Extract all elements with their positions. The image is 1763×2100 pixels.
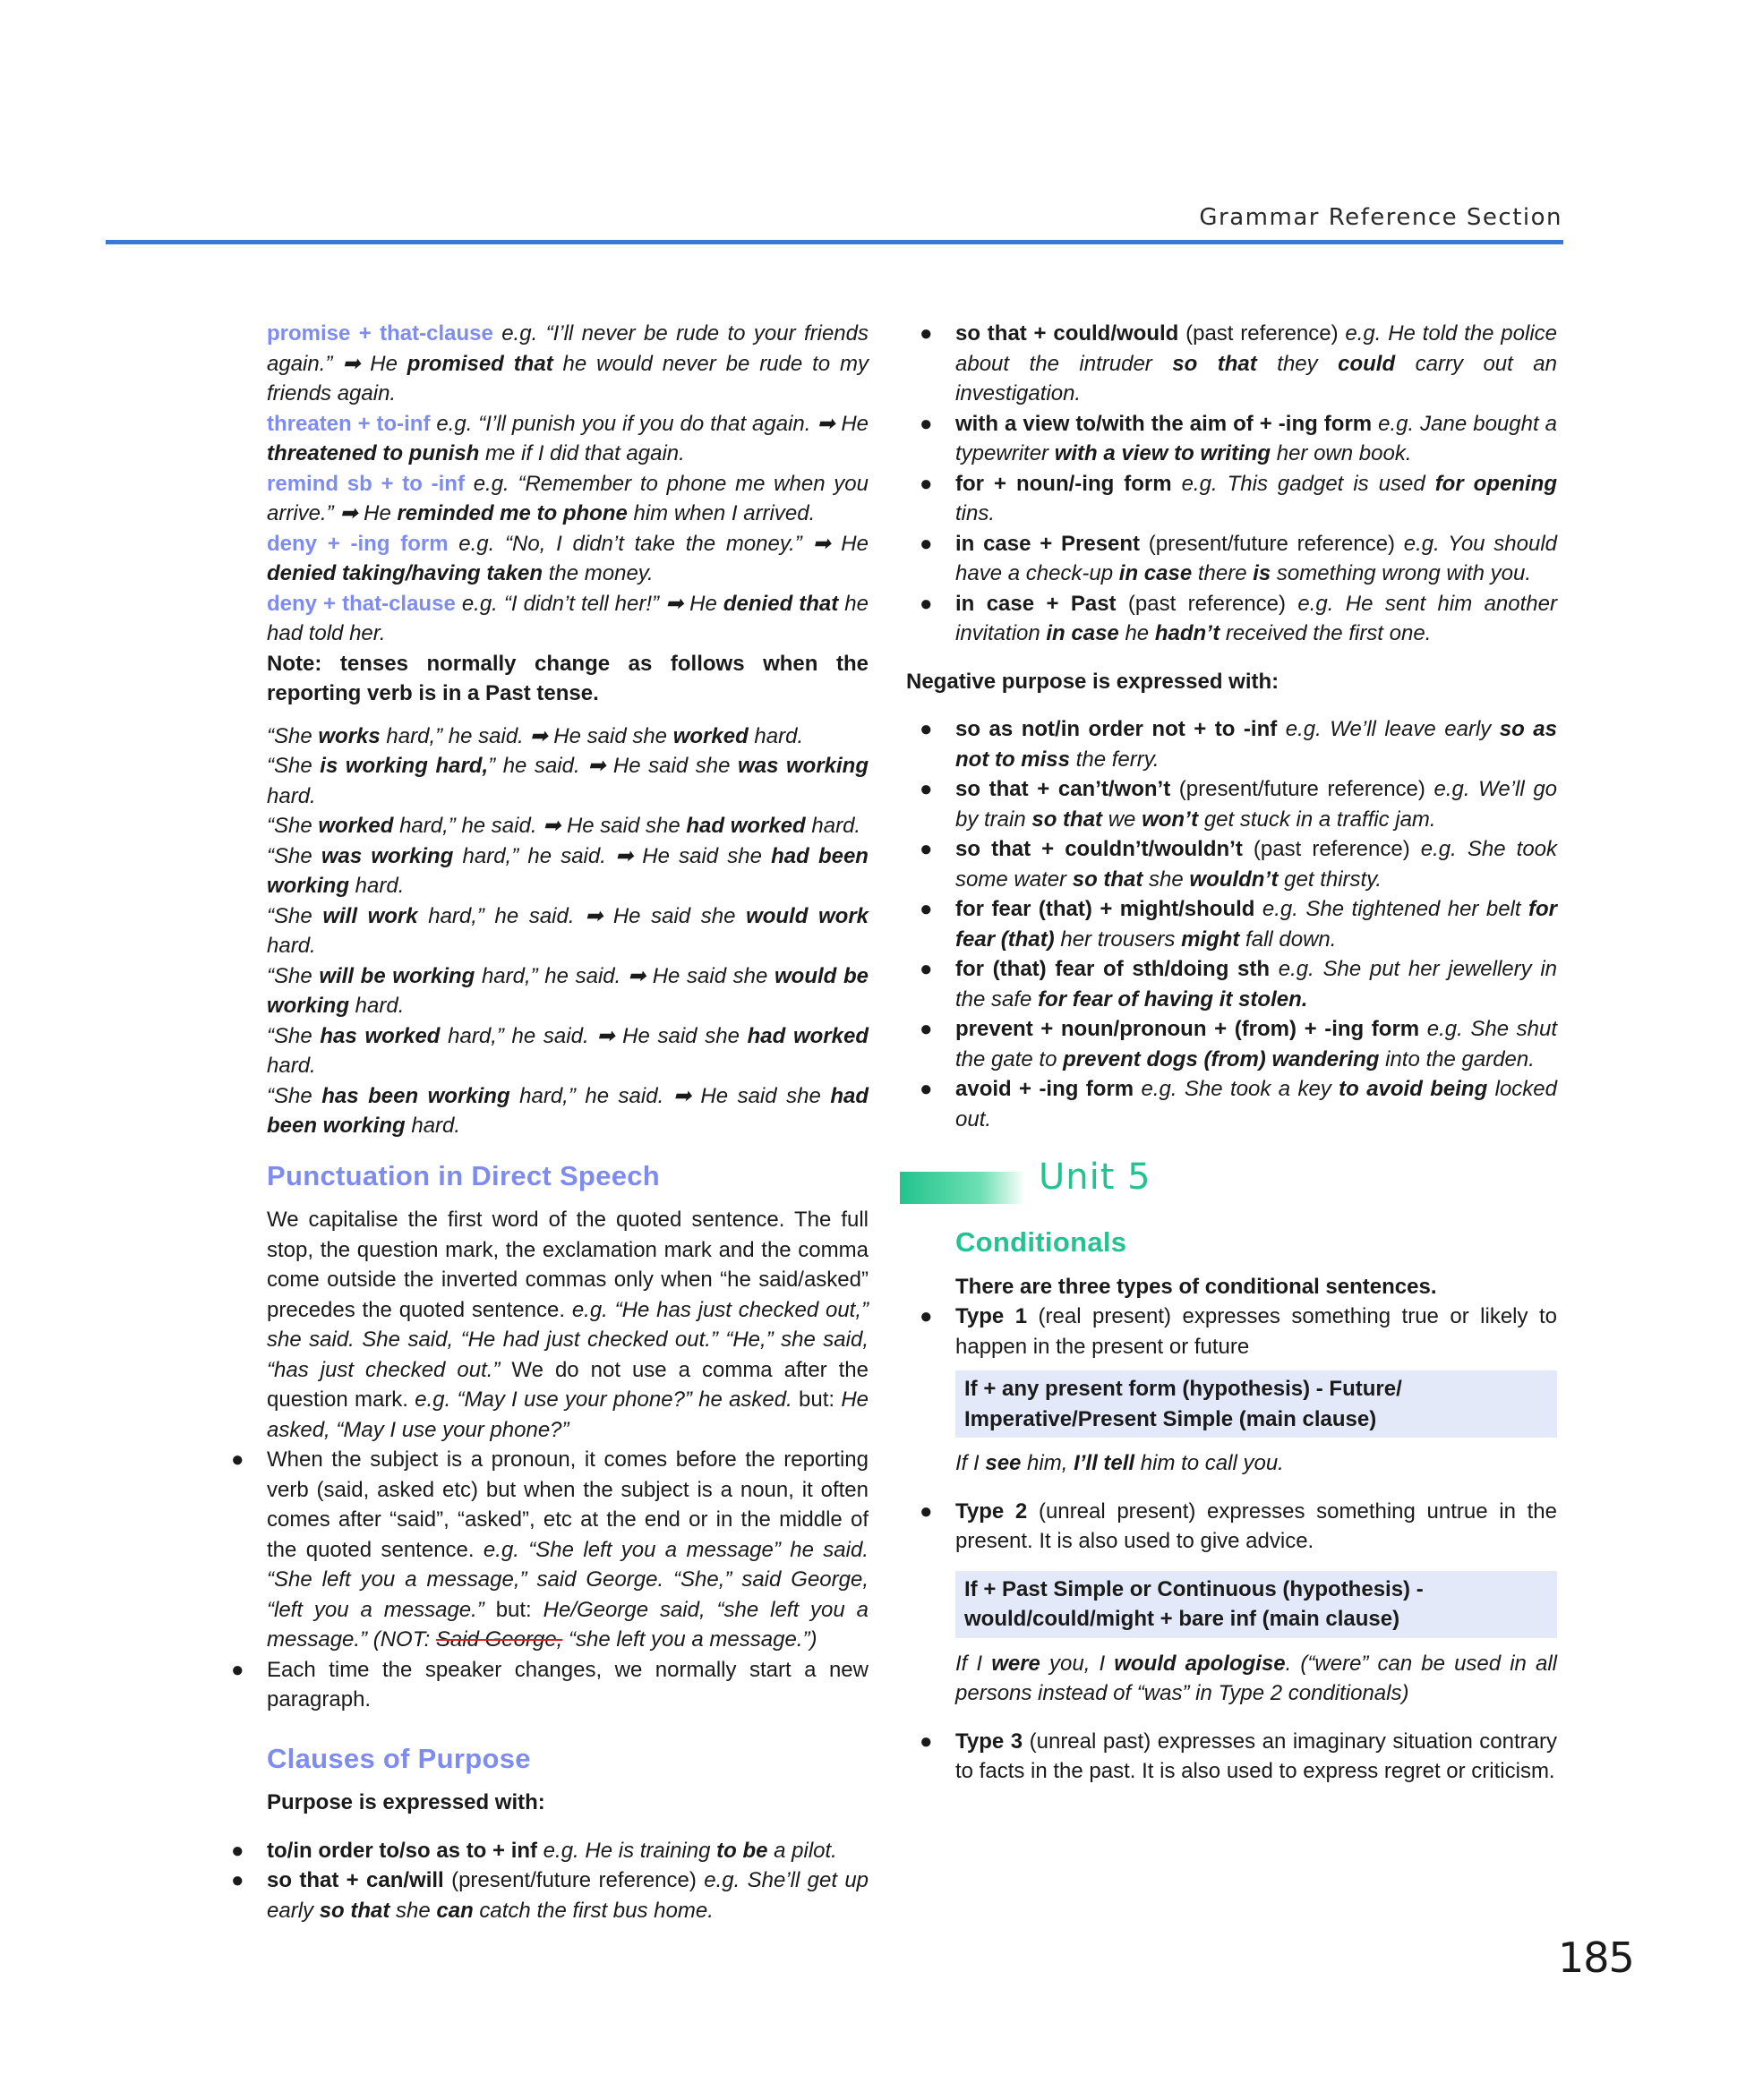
section-heading-purpose: Clauses of Purpose bbox=[267, 1742, 531, 1774]
bullet-icon: ● bbox=[920, 471, 933, 496]
bullet-icon: ● bbox=[920, 1498, 933, 1524]
bullet-item: ● in case + Past (past reference) e.g. He sent him another invitation in case he hadn’t received the first one. bbox=[955, 589, 1557, 649]
struck-text: Said George, bbox=[435, 1627, 563, 1652]
bullet-icon: ● bbox=[231, 1447, 244, 1472]
bullet-item: ● in case + Present (present/future reference) e.g. You should have a check-up in case there is something wrong with you. bbox=[955, 529, 1557, 589]
bullet-icon: ● bbox=[231, 1868, 244, 1892]
example-type1: If I see him, I’ll tell him to call you. bbox=[955, 1451, 1284, 1475]
purpose-intro: Purpose is expressed with: bbox=[267, 1790, 545, 1814]
tense-line: “She has been working hard,” he said. ➡ He said she had been working hard. bbox=[267, 1083, 869, 1138]
entry-deny-that: deny + that-clause e.g. “I didn’t tell her!” ➡ He denied that he had told her. bbox=[267, 591, 869, 645]
header-rule bbox=[106, 240, 1563, 244]
bullet-icon: ● bbox=[920, 837, 933, 861]
bullet-item: ● Type 1 (real present) expresses something true or likely to happen in the present or future bbox=[955, 1302, 1557, 1362]
negative-purpose-heading: Negative purpose is expressed with: bbox=[906, 669, 1279, 694]
conditionals-intro: There are three types of conditional sentences. bbox=[955, 1274, 1437, 1299]
entry-deny-ing: deny + -ing form e.g. “No, I didn’t take the money.” ➡ He denied taking/having taken the money. bbox=[267, 531, 869, 585]
bullet-item: ● so that + couldn’t/wouldn’t (past reference) e.g. She took some water so that she wouldn’t get thirsty. bbox=[955, 834, 1557, 894]
bullet-icon: ● bbox=[920, 1304, 933, 1328]
bullet-item: ● for (that) fear of sth/doing sth e.g. She put her jewellery in the safe for fear of having it stolen. bbox=[955, 954, 1557, 1014]
section-heading-punctuation: Punctuation in Direct Speech bbox=[267, 1159, 661, 1191]
bullet-item: ● Each time the speaker changes, we normally start a new paragraph. bbox=[267, 1655, 869, 1715]
bullet-icon: ● bbox=[920, 777, 933, 801]
bullet-item: ● for fear (that) + might/should e.g. She tightened her belt for fear (that) her trousers might fall down. bbox=[955, 894, 1557, 954]
right-column bbox=[906, 319, 1558, 1787]
entry-remind: remind sb + to -inf e.g. “Remember to phone me when you arrive.” ➡ He reminded me to phone him when I arrived. bbox=[267, 471, 869, 525]
bullet-icon: ● bbox=[920, 411, 933, 436]
entry-threaten: threaten + to-inf e.g. “I’ll punish you if you do that again. ➡ He threatened to punish me if I did that again. bbox=[267, 411, 869, 465]
entry-promise: promise + that-clause e.g. “I’ll never be rude to your friends again.” ➡ He promised that he would never be rude to my friends again. bbox=[267, 321, 869, 405]
bullet-item: ● so that + can’t/won’t (present/future reference) e.g. We’ll go by train so that we won’t get stuck in a traffic jam. bbox=[955, 774, 1557, 834]
bullet-item: ● for + noun/-ing form e.g. This gadget is used for opening tins. bbox=[955, 469, 1557, 529]
section-heading-conditionals: Conditionals bbox=[955, 1226, 1127, 1258]
rule-box-type1: If + any present form (hypothesis) - Future/ Imperative/Present Simple (main clause) bbox=[955, 1370, 1557, 1438]
bullet-item: ● to/in order to/so as to + inf e.g. He is training to be a pilot. bbox=[267, 1836, 869, 1866]
bullet-icon: ● bbox=[920, 591, 933, 616]
unit-banner-bar bbox=[900, 1172, 1025, 1204]
unit-banner bbox=[900, 1157, 1557, 1218]
tense-line: “She has worked hard,” he said. ➡ He said she had worked hard. bbox=[267, 1023, 869, 1078]
bullet-icon: ● bbox=[920, 1017, 933, 1041]
tense-line: “She will be working hard,” he said. ➡ He said she would be working hard. bbox=[267, 963, 869, 1018]
bullet-item: ● avoid + -ing form e.g. She took a key to avoid being locked out. bbox=[955, 1074, 1557, 1134]
bullet-item: ● with a view to/with the aim of + -ing form e.g. Jane bought a typewriter with a view to writing her own book. bbox=[955, 409, 1557, 469]
bullet-item: ● Type 2 (unreal present) expresses something untrue in the present. It is also used to give advice. bbox=[955, 1497, 1557, 1557]
bullet-icon: ● bbox=[231, 1657, 244, 1682]
bullet-icon: ● bbox=[231, 1838, 244, 1863]
punctuation-paragraph: We capitalise the first word of the quoted sentence. The full stop, the question mark, the exclamation mark and the comma come outside the inverted commas only when “he said/asked” precedes the quoted sentence. e.g. “He has just checked out,” she said. She said, “He had just checked out.” “He,” she said, “has just checked out.” We do not use a comma after the question mark. e.g. “May I use your phone?” he asked. but: He asked, “May I use your phone?” bbox=[267, 1208, 869, 1442]
bullet-icon: ● bbox=[920, 897, 933, 921]
unit-title: Unit 5 bbox=[1039, 1157, 1151, 1198]
bullet-icon: ● bbox=[920, 1729, 933, 1754]
tense-note: Note: tenses normally change as follows when the reporting verb is in a Past tense. bbox=[267, 651, 869, 705]
tense-line: “She works hard,” he said. ➡ He said she worked hard. bbox=[267, 723, 804, 748]
bullet-icon: ● bbox=[920, 1077, 933, 1101]
bullet-icon: ● bbox=[920, 321, 933, 346]
bullet-item: ● so that + could/would (past reference) e.g. He told the police about the intruder so that they could carry out an investigation. bbox=[955, 319, 1557, 409]
running-header: Grammar Reference Section bbox=[1199, 204, 1562, 231]
bullet-item: ● When the subject is a pronoun, it comes before the reporting verb (said, asked etc) but when the subject is a noun, it often comes after “said”, “asked”, etc at the end or in the middle of the quoted sentence. e.g. “She left you a message” he said. “She left you a message,” said George. “She,” said George, “left you a message.” but: He/George said, “she left you a message.” (NOT: Said George, “she left you a message.”) bbox=[267, 1445, 869, 1655]
bullet-item: ● Type 3 (unreal past) expresses an imaginary situation contrary to facts in the past. It is also used to express regret or criticism. bbox=[955, 1727, 1557, 1787]
rule-box-type2: If + Past Simple or Continuous (hypothesis) - would/could/might + bare inf (main clause) bbox=[955, 1571, 1557, 1638]
page-number: 185 bbox=[1558, 1934, 1634, 1982]
tense-line: “She worked hard,” he said. ➡ He said she had worked hard. bbox=[267, 814, 861, 838]
tense-line: “She was working hard,” he said. ➡ He said she had been working hard. bbox=[267, 843, 869, 898]
bullet-icon: ● bbox=[920, 717, 933, 741]
bullet-item: ● so as not/in order not + to -inf e.g. We’ll leave early so as not to miss the ferry. bbox=[955, 714, 1557, 774]
bullet-icon: ● bbox=[920, 957, 933, 981]
left-column bbox=[231, 319, 869, 1925]
bullet-item: ● prevent + noun/pronoun + (from) + -ing form e.g. She shut the gate to prevent dogs (from) wandering into the garden. bbox=[955, 1014, 1557, 1074]
bullet-item: ● so that + can/will (present/future reference) e.g. She’ll get up early so that she can catch the first bus home. bbox=[267, 1865, 869, 1925]
example-type2: If I were you, I would apologise. (“were” can be used in all persons instead of “was” in Type 2 conditionals) bbox=[955, 1651, 1558, 1705]
tense-line: “She will work hard,” he said. ➡ He said she would work hard. bbox=[267, 903, 869, 958]
tense-line: “She is working hard,” he said. ➡ He said she was working hard. bbox=[267, 754, 869, 808]
bullet-icon: ● bbox=[920, 531, 933, 556]
